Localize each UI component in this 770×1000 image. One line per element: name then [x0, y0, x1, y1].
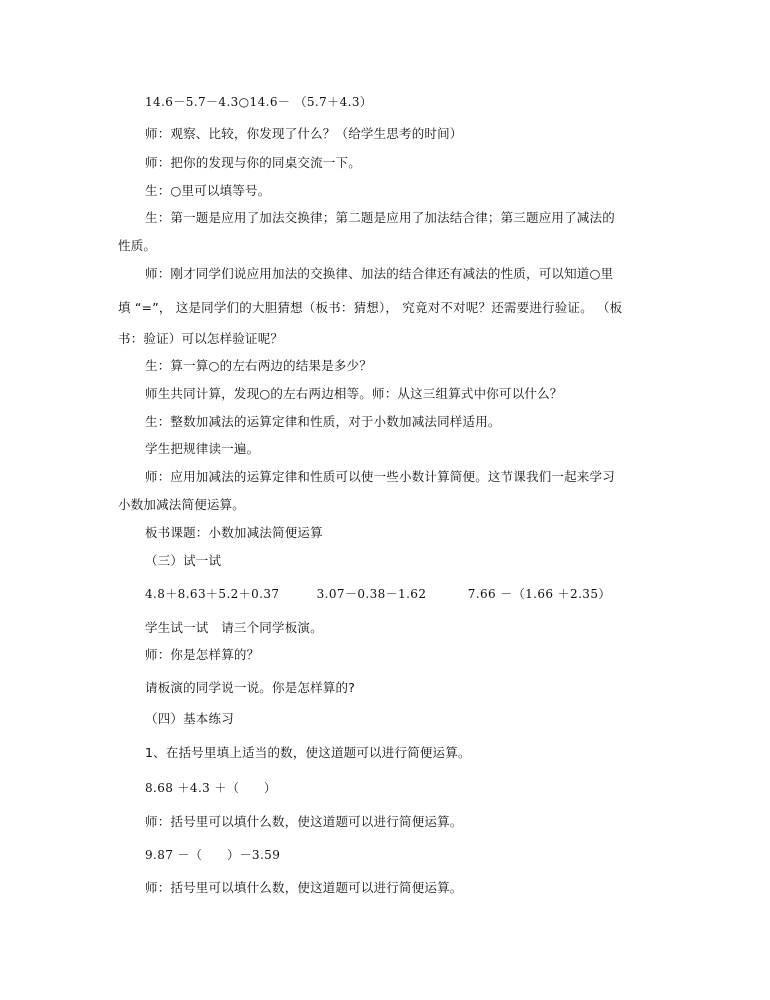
text-line: 性质。	[118, 238, 157, 253]
section-heading: （三）试一试	[145, 553, 222, 568]
text-line: 学生试一试 请三个同学板演。	[145, 620, 323, 635]
equation-line: 9.87 －（ ）－3.59	[145, 848, 281, 862]
section-heading: （四）基本练习	[145, 711, 234, 726]
text-line: 师：你是怎样算的？	[145, 647, 260, 662]
text-line: 生：整数加减法的运算定律和性质，对于小数加减法同样适用。	[145, 414, 501, 429]
text-line: 板书课题：小数加减法简便运算	[145, 525, 323, 540]
text-line: 小数加减法简便运算。	[118, 497, 246, 512]
text-line: 学生把规律读一遍。	[145, 441, 260, 456]
text-line: 填 “=”， 这是同学们的大胆猜想（板书：猜想）， 究竟对不对呢？还需要进行验证。 （板	[118, 300, 623, 315]
text-line: 1、在括号里填上适当的数，使这道题可以进行简便运算。	[145, 745, 471, 760]
text-line: 生：第一题是应用了加法交换律；第二题是应用了加法结合律；第三题应用了减法的	[145, 210, 615, 225]
text-line: 师：应用加减法的运算定律和性质可以使一些小数计算简便。这节课我们一起来学习	[145, 469, 615, 484]
text-line: 书：验证）可以怎样验证呢？	[118, 331, 284, 346]
equation-line: 8.68 ＋4.3 ＋（ ）	[145, 781, 277, 795]
text-line: 师：括号里可以填什么数，使这道题可以进行简便运算。	[145, 814, 463, 829]
text-line: 生：○里可以填等号。	[145, 183, 271, 198]
text-line: 师：刚才同学们说应用加法的交换律、加法的结合律还有减法的性质，可以知道○里	[145, 266, 614, 281]
text-line: 师：把你的发现与你的同桌交流一下。	[145, 155, 361, 170]
text-line: 师：括号里可以填什么数，使这道题可以进行简便运算。	[145, 880, 463, 895]
text-line: 师生共同计算，发现○的左右两边相等。师：从这三组算式中你可以什么？	[145, 386, 563, 401]
text-line: 师：观察、比较，你发现了什么？（给学生思考的时间）	[145, 126, 463, 141]
text-line: 生：算一算○的左右两边的结果是多少？	[145, 358, 373, 373]
equation-line: 14.6－5.7－4.3○14.6－ （5.7＋4.3）	[145, 95, 373, 109]
equation-line: 4.8＋8.63＋5.2＋0.37 3.07－0.38－1.62 7.66 －（1.66 ＋2.35）	[145, 587, 611, 601]
text-line: 请板演的同学说一说。你是怎样算的?	[145, 680, 356, 695]
